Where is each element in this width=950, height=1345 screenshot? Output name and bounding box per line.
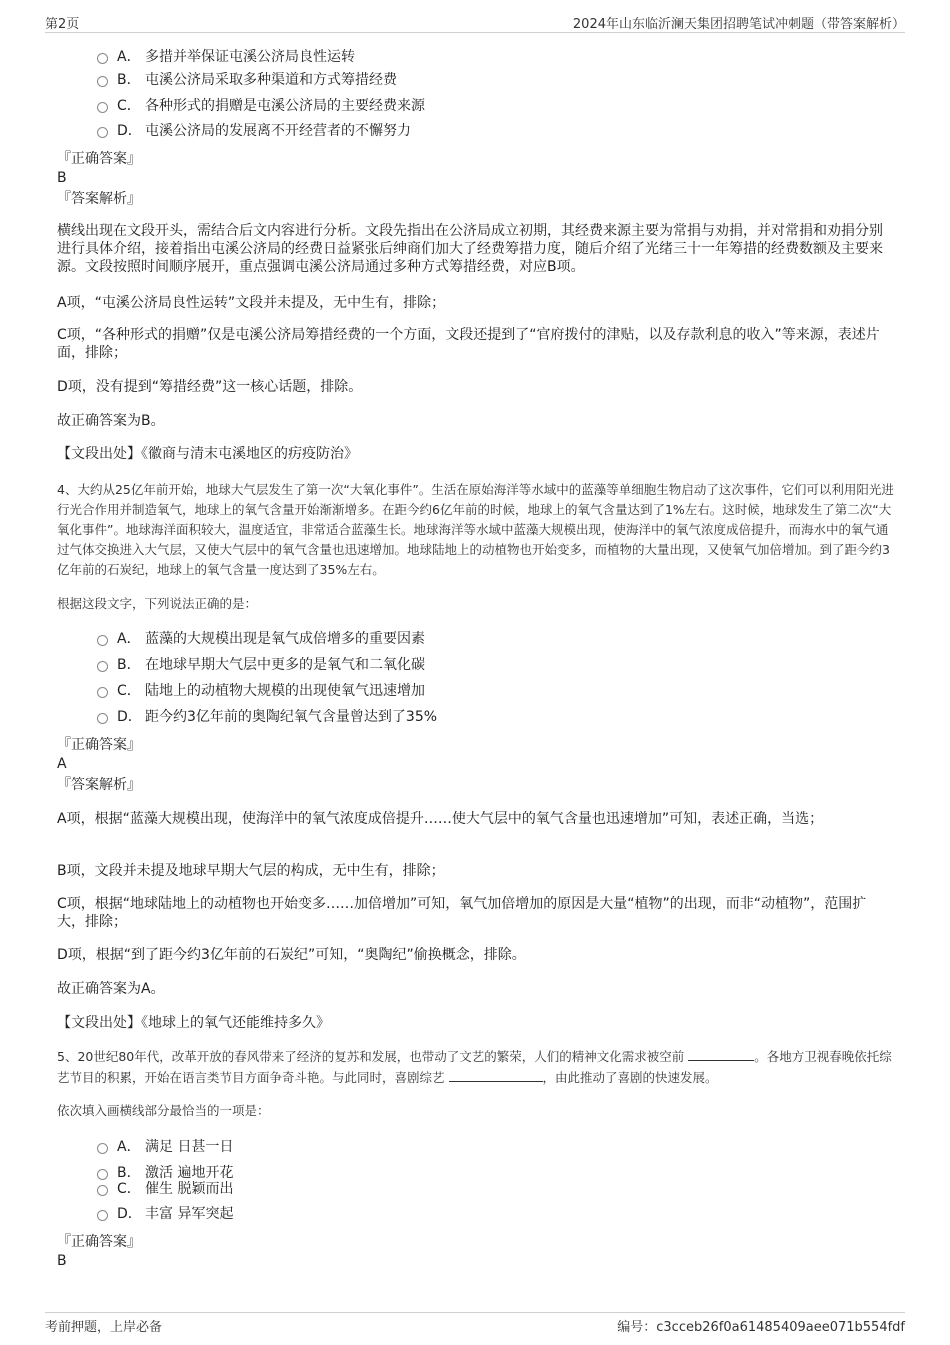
source-note: 【文段出处】《徽商与清末屯溪地区的疠疫防治》 [57,446,358,462]
analysis-label: 『答案解析』 [57,777,141,793]
analysis-paragraph: D项，没有提到“筹措经费”这一核心话题，排除。 [57,379,363,395]
fill-blank-2[interactable] [449,1067,543,1082]
page-footer [45,1312,905,1335]
question-passage: 4、大约从25亿年前开始，地球大气层发生了第一次“大氧化事件”。生活在原始海洋等水域中的蓝藻等单细胞生物启动了这次事件，它们可以利用阳光进行光合作用并制造氧气，地球上的氧气含量开始渐渐增多。在距今约6亿年前的时候，地球上的氧气含量达到了1%左右。这时候，地球发生了第二次“大氧化事件”。地球海洋面积较大，温度适宜，非常适合蓝藻生长。地球海洋等水域中蓝藻大规模出现，使海洋中的氧气浓度成倍提升，而海水中的氧气通过气体交换进入大气层，又使大气层中的氧气含量也迅速增加。地球陆地上的动植物也开始变多，而植物的大量出现，又使氧气加倍增加。到了距今约3亿年前的石炭纪，地球上的氧气含量一度达到了35%左右。 [57,482,894,577]
analysis-paragraph: 横线出现在文段开头，需结合后文内容进行分析。文段先指出在公济局成立初期，其经费来源主要为常捐与劝捐，并对常捐和劝捐分别进行具体介绍，接着指出屯溪公济局的经费日益紧张后绅商们加大了经费筹措力度，随后介绍了光绪三十一年筹措的经费数额及主要来源。文段按照时间顺序展开，重点强调屯溪公济局通过多种方式筹措经费，对应B项。 [57,223,883,275]
correct-answer-value: A [57,756,67,772]
fill-blank-1[interactable] [688,1046,754,1061]
analysis-conclusion: 故正确答案为B。 [57,413,165,429]
radio-icon[interactable] [97,127,108,138]
source-note: 【文段出处】《地球上的氧气还能维持多久》 [57,1015,330,1031]
correct-answer-label: 『正确答案』 [57,1234,141,1250]
correct-answer-value: B [57,170,67,186]
radio-icon[interactable] [97,713,108,724]
radio-icon[interactable] [97,53,108,64]
radio-icon[interactable] [97,635,108,646]
radio-icon[interactable] [97,687,108,698]
radio-icon[interactable] [97,1210,108,1221]
analysis-paragraph: B项，文段并未提及地球早期大气层的构成，无中生有，排除； [57,863,445,879]
analysis-paragraph: A项，根据“蓝藻大规模出现，使海洋中的氧气浓度成倍提升……使大气层中的氧气含量也迅速增加”可知，表述正确，当选； [57,811,824,827]
question-passage: 5、20世纪80年代，改革开放的春风带来了经济的复苏和发展，也带动了文艺的繁荣，人们的精神文化需求被空前 。各地方卫视春晚依托综艺节目的积累，开始在语言类节目方面争奇斗艳。与此同时，喜剧综艺 ，由此推动了喜剧的快速发展。 [57,1046,897,1088]
question-prompt: 根据这段文字，下列说法正确的是： [57,596,258,611]
document-id: 编号：c3cceb26f0a61485409aee071b554fdf [617,1320,905,1335]
page-header [45,10,905,33]
analysis-paragraph: D项，根据“到了距今约3亿年前的石炭纪”可知，“奥陶纪”偷换概念，排除。 [57,947,526,963]
radio-icon[interactable] [97,1169,108,1180]
analysis-paragraph: C项，“各种形式的捐赠”仅是屯溪公济局筹措经费的一个方面，文段还提到了“官府拨付的津贴，以及存款利息的收入”等来源，表述片面，排除； [57,327,880,361]
footer-slogan: 考前押题，上岸必备 [45,1320,163,1335]
analysis-label: 『答案解析』 [57,191,141,207]
analysis-paragraph: C项，根据“地球陆地上的动植物也开始变多……加倍增加”可知，氧气加倍增加的原因是大量“植物”的出现，而非“动植物”，范围扩大，排除； [57,896,867,930]
correct-answer-label: 『正确答案』 [57,151,141,167]
radio-icon[interactable] [97,1185,108,1196]
correct-answer-value: B [57,1253,67,1269]
radio-icon[interactable] [97,102,108,113]
radio-icon[interactable] [97,76,108,87]
correct-answer-label: 『正确答案』 [57,737,141,753]
document-title: 2024年山东临沂澜天集团招聘笔试冲刺题（带答案解析） [572,17,905,32]
analysis-paragraph: A项，“屯溪公济局良性运转”文段并未提及，无中生有，排除； [57,295,446,311]
radio-icon[interactable] [97,661,108,672]
radio-icon[interactable] [97,1143,108,1154]
page-number: 第2页 [45,17,80,32]
question-prompt: 依次填入画横线部分最恰当的一项是： [57,1103,270,1118]
analysis-conclusion: 故正确答案为A。 [57,981,165,997]
